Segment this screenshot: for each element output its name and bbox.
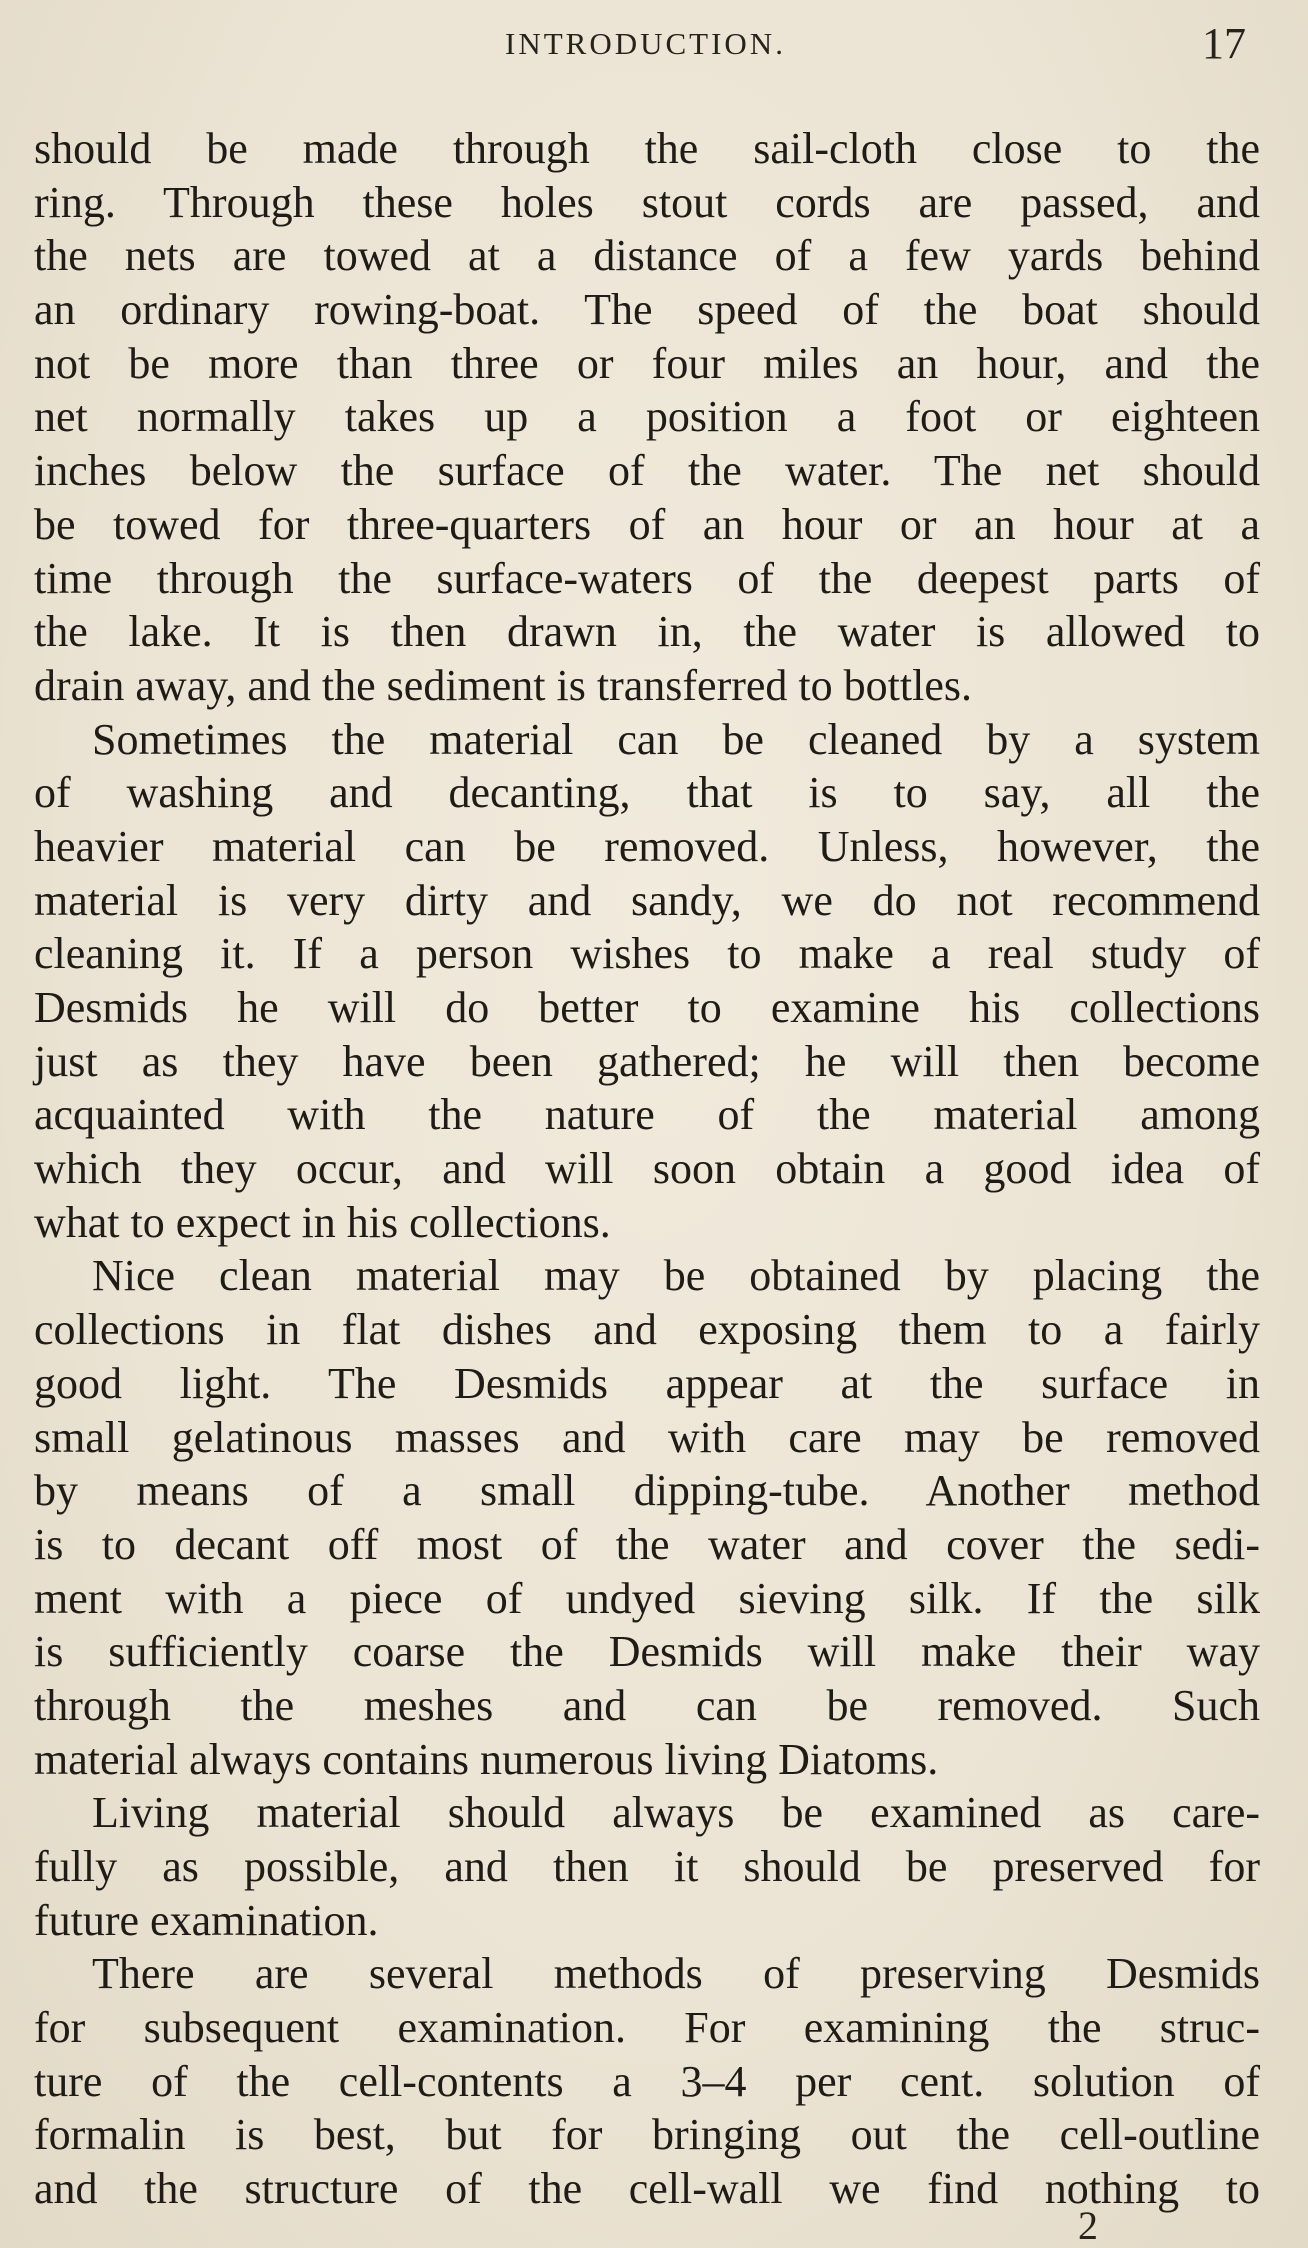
text-line: There are several methods of preserving Desmids bbox=[92, 1949, 1260, 1999]
text-line: is sufficiently coarse the Desmids will make their way bbox=[34, 1627, 1260, 1677]
text-line: Sometimes the material can be cleaned by a system bbox=[92, 714, 1260, 764]
text-line: be towed for three-quarters of an hour or an hour at a bbox=[34, 499, 1260, 549]
text-line: future examination. bbox=[34, 1895, 379, 1945]
paragraph bbox=[34, 1249, 1260, 1786]
text-line: of washing and decanting, that is to say, all the bbox=[34, 768, 1260, 818]
paragraph bbox=[34, 1786, 1260, 1947]
text-line: by means of a small dipping-tube. Another method bbox=[34, 1466, 1260, 1516]
text-line: heavier material can be removed. Unless, however, the bbox=[34, 821, 1260, 871]
text-line: small gelatinous masses and with care may be removed bbox=[34, 1412, 1260, 1462]
paragraph bbox=[34, 122, 1260, 713]
text-line: through the meshes and can be removed. Such bbox=[34, 1680, 1260, 1730]
paragraph bbox=[34, 1947, 1260, 2215]
text-line: what to expect in his collections. bbox=[34, 1197, 611, 1247]
text-line: just as they have been gathered; he will then become bbox=[34, 1036, 1260, 1086]
text-line: inches below the surface of the water. The net should bbox=[34, 446, 1260, 496]
running-title: INTRODUCTION. bbox=[505, 26, 786, 61]
text-line: formalin is best, but for bringing out the cell-outline bbox=[34, 2110, 1260, 2160]
text-line: material is very dirty and sandy, we do not recommend bbox=[34, 875, 1260, 925]
text-line: is to decant off most of the water and cover the sedi- bbox=[34, 1519, 1260, 1569]
text-line: and the structure of the cell-wall we find nothing to bbox=[34, 2164, 1260, 2214]
text-line: ture of the cell-contents a 3–4 per cent. solution of bbox=[34, 2056, 1260, 2106]
text-line: collections in flat dishes and exposing them to a fairly bbox=[34, 1305, 1260, 1355]
paragraph bbox=[34, 713, 1260, 1250]
body-text bbox=[34, 122, 1260, 2216]
text-line: material always contains numerous living Diatoms. bbox=[34, 1734, 939, 1784]
text-line: cleaning it. If a person wishes to make a real study of bbox=[34, 929, 1260, 979]
text-line: for subsequent examination. For examining the struc- bbox=[34, 2003, 1260, 2053]
text-line: Desmids he will do better to examine his collections bbox=[34, 983, 1260, 1032]
text-line: which they occur, and will soon obtain a good idea of bbox=[34, 1144, 1260, 1194]
text-line: Nice clean material may be obtained by placing the bbox=[92, 1251, 1260, 1301]
page-number: 17 bbox=[1202, 19, 1246, 68]
text-line: ment with a piece of undyed sieving silk. If the silk bbox=[34, 1573, 1260, 1623]
text-line: the lake. It is then drawn in, the water is allowed to bbox=[34, 607, 1260, 657]
text-line: net normally takes up a position a foot or eighteen bbox=[34, 392, 1260, 442]
text-line: not be more than three or four miles an hour, and the bbox=[34, 338, 1260, 388]
text-line: the nets are towed at a distance of a few yards behind bbox=[34, 231, 1260, 281]
text-line: an ordinary rowing-boat. The speed of the boat should bbox=[34, 285, 1260, 335]
text-line: drain away, and the sediment is transferred to bottles. bbox=[34, 660, 972, 710]
text-line: time through the surface-waters of the deepest parts of bbox=[34, 553, 1260, 603]
text-line: fully as possible, and then it should be preserved for bbox=[34, 1842, 1260, 1891]
signature-mark: 2 bbox=[1078, 2203, 1098, 2248]
text-line: acquainted with the nature of the material among bbox=[34, 1090, 1260, 1140]
text-line: good light. The Desmids appear at the surface in bbox=[34, 1358, 1260, 1408]
text-line: ring. Through these holes stout cords are passed, and bbox=[34, 177, 1260, 227]
text-line: should be made through the sail-cloth close to the bbox=[34, 124, 1260, 173]
running-head bbox=[0, 18, 1308, 78]
text-line: Living material should always be examined as care- bbox=[92, 1788, 1260, 1838]
